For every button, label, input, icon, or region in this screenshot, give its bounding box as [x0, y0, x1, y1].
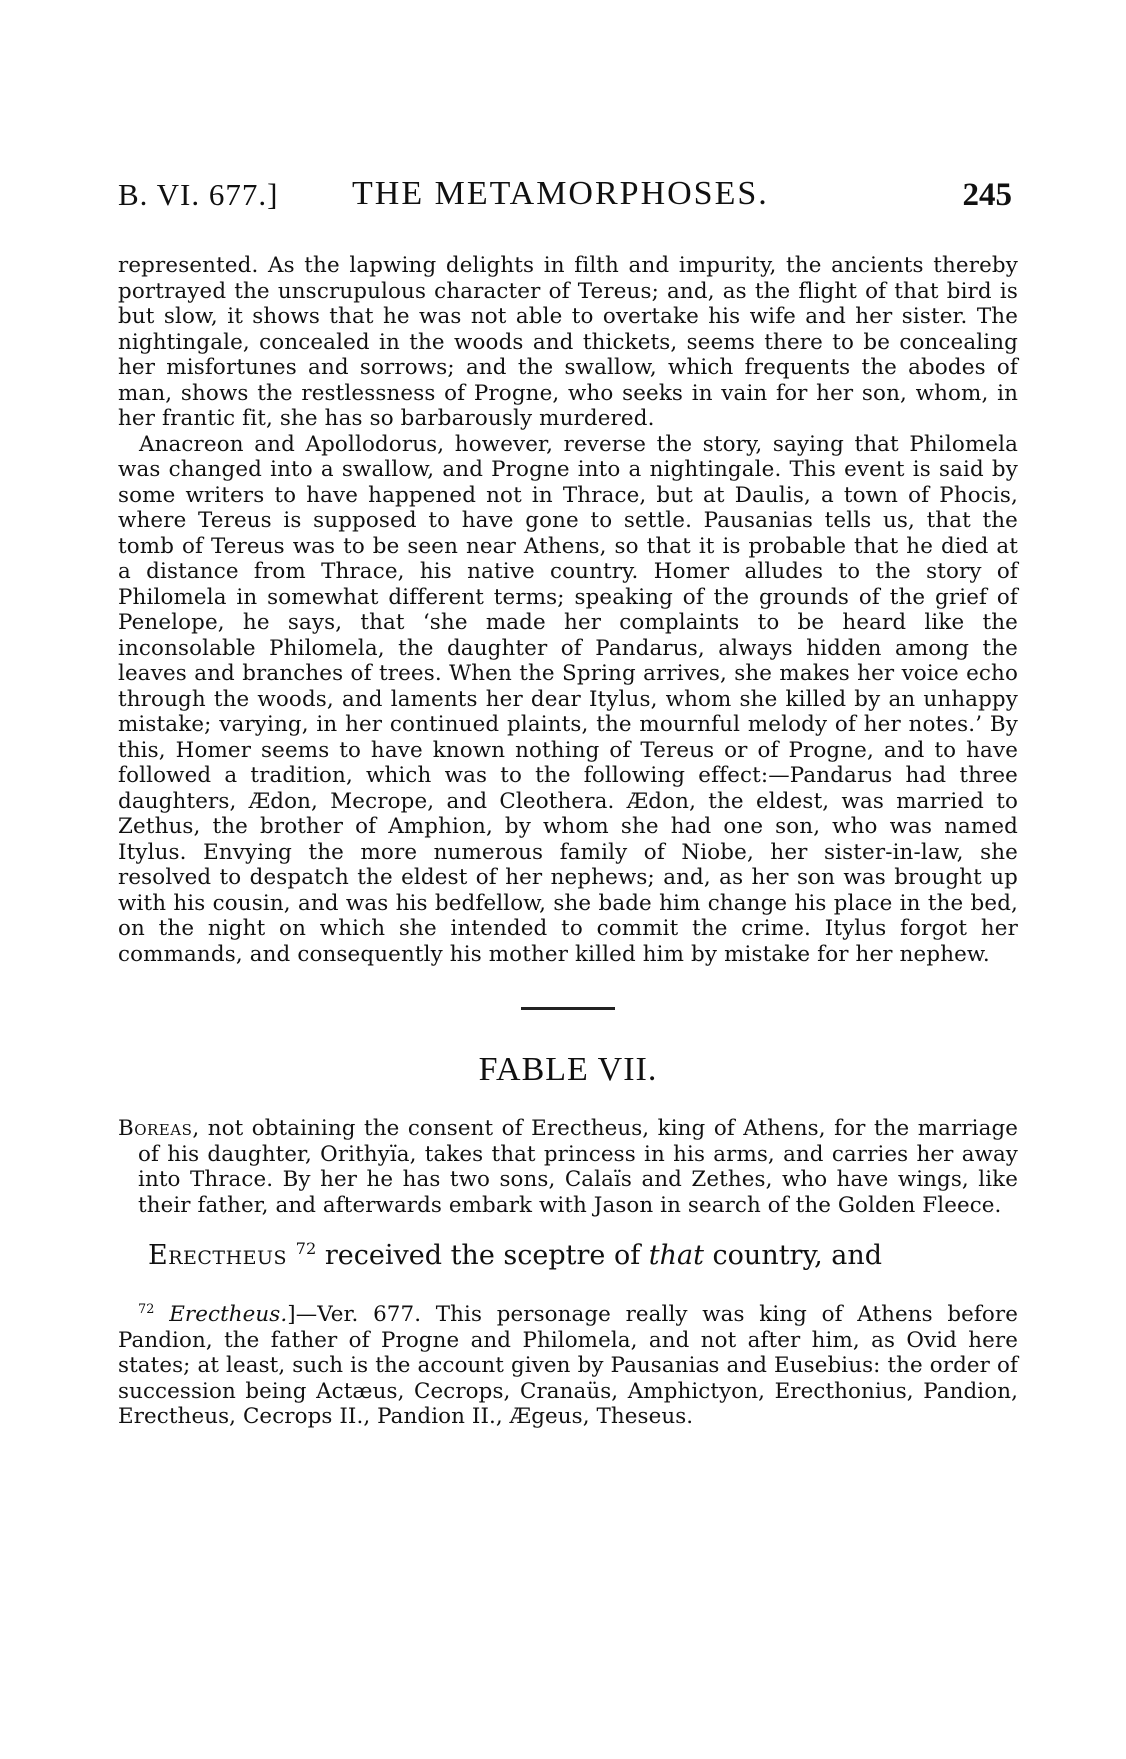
- fable-opening-text-2: country, and: [703, 1240, 883, 1271]
- running-head-book-reference: B. VI. 677.]: [118, 177, 279, 212]
- commentary-paragraph-1: represented. As the lapwing delights in filth and impurity, the ancients thereby portrayed the unscrupulous character of Tereus; and, as the flight of that bird is but slow, it shows that he was not able to overtake his wife and her sister. The nightingale, concealed in the woods and thickets, seems there to be concealing her misfortunes and sorrows; and the swallow, which frequents the abodes of man, shows the restlessness of Progne, who seeks in vain for her son, whom, in her frantic fit, she has so barbarously murdered.: [118, 253, 1018, 431]
- fable-summary-text: , not obtaining the consent of Erectheus, king of Athens, for the marriage of his daughter, Orithyïa, takes that princess in his arms, and carries her away into Thrace. By her he has two sons, Calaïs and Zethes, who have wings, like their father, and afterwards embark with Jason in search of the Golden Fleece.: [138, 1116, 1018, 1218]
- footnote: [118, 1297, 1018, 1430]
- fable-opening-line: [118, 1232, 1018, 1273]
- fable-summary-lead: Boreas: [118, 1116, 193, 1141]
- footnote-number: 72: [138, 1302, 155, 1317]
- commentary-text: [118, 253, 1018, 967]
- running-head: [118, 175, 1018, 221]
- fable-opening-italic: that: [648, 1240, 704, 1271]
- footnote-text: ]—Ver. 677. This personage really was king of Athens before Pandion, the father of Progne and Philomela, and not after him, as Ovid here states; at least, such is the account given by Pausanias and Eusebius: the order of succession being Actæus, Cecrops, Cranaüs, Amphictyon, Erecthonius, Pandion, Erectheus, Cecrops II., Pandion II., Ægeus, Theseus.: [118, 1302, 1018, 1430]
- fable-summary: [118, 1116, 1018, 1218]
- footnote-reference: 72: [295, 1239, 317, 1258]
- footnote-headword: Erectheus.: [169, 1302, 288, 1328]
- fable-opening-text-1: received the sceptre of: [316, 1240, 649, 1271]
- book-page: [118, 175, 1018, 1430]
- fable-heading: FABLE VII.: [478, 1051, 658, 1088]
- running-head-title: THE METAMORPHOSES.: [352, 175, 769, 212]
- page-number: 245: [962, 177, 1012, 213]
- section-divider: [521, 1007, 615, 1010]
- fable-opening-lead: Erectheus: [148, 1240, 288, 1271]
- commentary-paragraph-2: Anacreon and Apollodorus, however, reverse the story, saying that Philomela was changed into a swallow, and Progne into a nightingale. This event is said by some writers to have happened not in Thrace, but at Daulis, a town of Phocis, where Tereus is supposed to have gone to settle. Pausanias tells us, that the tomb of Tereus was to be seen near Athens, so that it is probable that he died at a distance from Thrace, his native country. Homer alludes to the story of Philomela in somewhat different terms; speaking of the grounds of the grief of Penelope, he says, that ‘she made her complaints to be heard like the inconsolable Philomela, the daughter of Pandarus, always hidden among the leaves and branches of trees. When the Spring arrives, she makes her voice echo through the woods, and laments her dear Itylus, whom she killed by an unhappy mistake; varying, in her continued plaints, the mournful melody of her notes.’ By this, Homer seems to have known nothing of Tereus or of Progne, and to have followed a tradition, which was to the following effect:—Pandarus had three daughters, Ædon, Mecrope, and Cleothera. Ædon, the eldest, was married to Zethus, the brother of Amphion, by whom she had one son, who was named Itylus. Envying the more numerous family of Niobe, her sister-in-law, she resolved to despatch the eldest of her nephews; and, as her son was brought up with his cousin, and was his bedfellow, she bade him change his place in the bed, on the night on which she intended to commit the crime. Itylus forgot her commands, and consequently his mother killed him by mistake for her nephew.: [118, 431, 1018, 967]
